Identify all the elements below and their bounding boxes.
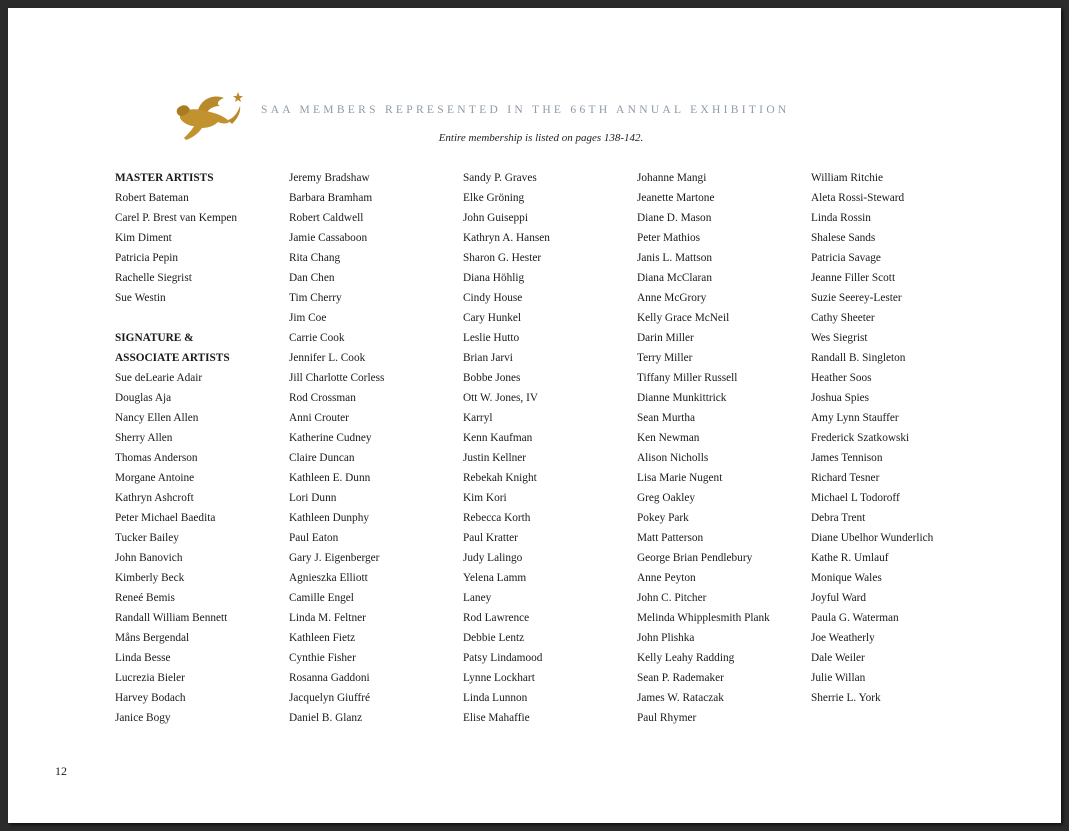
page-number: 12: [55, 764, 67, 778]
member-name: Karryl: [463, 412, 493, 424]
member-name: Terry Miller: [637, 352, 693, 364]
member-name: Katherine Cudney: [289, 432, 372, 444]
member-name: Carel P. Brest van Kempen: [115, 212, 238, 224]
membership-note: Entire membership is listed on pages 138-142.: [438, 132, 644, 144]
member-name: Ken Newman: [637, 432, 700, 444]
member-name: Aleta Rossi-Steward: [811, 192, 905, 204]
member-name: James W. Rataczak: [637, 692, 724, 704]
member-name: Johanne Mangi: [637, 172, 707, 184]
member-name: Alison Nicholls: [637, 452, 709, 464]
member-name: Patsy Lindamood: [463, 652, 543, 664]
member-name: Jeanette Martone: [637, 192, 715, 204]
member-name: Daniel B. Glanz: [289, 712, 363, 724]
member-name: Tucker Bailey: [115, 532, 179, 544]
member-name: Lisa Marie Nugent: [637, 472, 723, 484]
member-name: Julie Willan: [811, 672, 866, 684]
member-name: Sherry Allen: [115, 432, 173, 444]
member-name: Yelena Lamm: [463, 572, 527, 584]
member-name: Diane Ubelhor Wunderlich: [811, 532, 934, 544]
member-columns: [115, 168, 985, 728]
member-name: Brian Jarvi: [463, 352, 513, 364]
member-name: Darin Miller: [637, 332, 694, 344]
member-name: Sandy P. Graves: [463, 172, 537, 184]
member-name: Claire Duncan: [289, 452, 355, 464]
member-name: Shalese Sands: [811, 232, 876, 244]
member-name: Nancy Ellen Allen: [115, 412, 199, 424]
member-name: Diane D. Mason: [637, 212, 712, 224]
member-name: Douglas Aja: [115, 392, 172, 404]
member-name: Kenn Kaufman: [463, 432, 533, 444]
member-name: Rod Lawrence: [463, 612, 530, 624]
member-name: Sue Westin: [115, 292, 166, 304]
member-name: Dan Chen: [289, 272, 335, 284]
member-name: Justin Kellner: [463, 452, 527, 464]
member-name: Jeremy Bradshaw: [289, 172, 370, 184]
member-name: Måns Bergendal: [115, 632, 190, 644]
member-name: Barbara Bramham: [289, 192, 373, 204]
member-name: Paul Rhymer: [637, 712, 697, 724]
member-name: Reneé Bemis: [115, 592, 175, 604]
member-name: Monique Wales: [811, 572, 882, 584]
section-heading-associate: ASSOCIATE ARTISTS: [115, 352, 230, 364]
member-name: Debbie Lentz: [463, 632, 525, 644]
member-name: Tim Cherry: [289, 292, 342, 304]
member-name: George Brian Pendlebury: [637, 552, 753, 564]
member-name: Greg Oakley: [637, 492, 696, 504]
member-name: Kelly Leahy Radding: [637, 652, 735, 664]
document-page: [8, 8, 1061, 823]
member-name: Rebecca Korth: [463, 512, 531, 524]
winged-lion-logo-icon: [168, 88, 246, 144]
member-name: Richard Tesner: [811, 472, 880, 484]
member-name: Jill Charlotte Corless: [289, 372, 385, 384]
member-column-5: [811, 168, 985, 728]
member-name: Paul Eaton: [289, 532, 339, 544]
member-name: Diana McClaran: [637, 272, 712, 284]
member-name: Matt Patterson: [637, 532, 704, 544]
member-name: Joshua Spies: [811, 392, 870, 404]
member-name: Peter Michael Baedita: [115, 512, 216, 524]
member-name: William Ritchie: [811, 172, 884, 184]
member-name: Jennifer L. Cook: [289, 352, 366, 364]
member-name: Debra Trent: [811, 512, 866, 524]
member-name: Kathryn Ashcroft: [115, 492, 194, 504]
member-name: Patricia Pepin: [115, 252, 179, 264]
member-name: John Plishka: [637, 632, 695, 644]
member-name: Kelly Grace McNeil: [637, 312, 730, 324]
member-name: Carrie Cook: [289, 332, 345, 344]
member-name: Tiffany Miller Russell: [637, 372, 738, 384]
member-name: Cynthie Fisher: [289, 652, 356, 664]
member-name: Rita Chang: [289, 252, 341, 264]
member-name: Diana Höhlig: [463, 272, 525, 284]
member-column-1: [115, 168, 289, 728]
member-name: Dale Weiler: [811, 652, 865, 664]
member-name: Camille Engel: [289, 592, 354, 604]
member-name: Elke Gröning: [463, 192, 525, 204]
member-name: Morgane Antoine: [115, 472, 195, 484]
member-column-2: [289, 168, 463, 728]
member-name: Joyful Ward: [811, 592, 867, 604]
member-name: Linda Rossin: [811, 212, 871, 224]
member-name: Rosanna Gaddoni: [289, 672, 370, 684]
exhibition-title: SAA MEMBERS REPRESENTED IN THE 66TH ANNUAL EXHIBITION: [261, 104, 790, 116]
member-name: Melinda Whipplesmith Plank: [637, 612, 770, 624]
member-name: Kim Kori: [463, 492, 507, 504]
member-name: Lynne Lockhart: [463, 672, 535, 684]
member-name: Rod Crossman: [289, 392, 356, 404]
member-name: Rachelle Siegrist: [115, 272, 192, 284]
member-name: Anne McGrory: [637, 292, 707, 304]
member-name: Kathleen Fietz: [289, 632, 356, 644]
member-name: Janis L. Mattson: [637, 252, 712, 264]
member-column-3: [463, 168, 637, 728]
member-name: Randall B. Singleton: [811, 352, 906, 364]
member-name: Frederick Szatkowski: [811, 432, 910, 444]
member-name: Peter Mathios: [637, 232, 701, 244]
member-name: Laney: [463, 592, 492, 604]
member-name: Judy Lalingo: [463, 552, 523, 564]
member-name: Kathe R. Umlauf: [811, 552, 889, 564]
member-name: Jamie Cassaboon: [289, 232, 368, 244]
member-name: Jeanne Filler Scott: [811, 272, 896, 284]
member-name: Kathleen Dunphy: [289, 512, 369, 524]
member-name: Heather Soos: [811, 372, 872, 384]
member-name: Linda M. Feltner: [289, 612, 366, 624]
member-name: Sean P. Rademaker: [637, 672, 724, 684]
member-name: Leslie Hutto: [463, 332, 520, 344]
member-column-4: [637, 168, 811, 728]
member-name: Bobbe Jones: [463, 372, 521, 384]
member-name: Rebekah Knight: [463, 472, 537, 484]
member-name: Janice Bogy: [115, 712, 171, 724]
member-name: Amy Lynn Stauffer: [811, 412, 899, 424]
member-name: Sherrie L. York: [811, 692, 881, 704]
member-name: Cathy Sheeter: [811, 312, 875, 324]
member-name: Paula G. Waterman: [811, 612, 899, 624]
member-name: Sue deLearie Adair: [115, 372, 203, 384]
member-name: Sean Murtha: [637, 412, 696, 424]
member-name: Linda Lunnon: [463, 692, 528, 704]
member-name: Linda Besse: [115, 652, 171, 664]
member-name: Robert Caldwell: [289, 212, 364, 224]
member-name: Elise Mahaffie: [463, 712, 530, 724]
member-name: Lucrezia Bieler: [115, 672, 185, 684]
member-name: Jim Coe: [289, 312, 327, 324]
member-name: Kathleen E. Dunn: [289, 472, 371, 484]
member-name: John C. Pitcher: [637, 592, 707, 604]
member-name: Gary J. Eigenberger: [289, 552, 380, 564]
member-name: Suzie Seerey-Lester: [811, 292, 902, 304]
section-spacer: [115, 308, 289, 328]
member-name: Anni Crouter: [289, 412, 349, 424]
member-name: Jacquelyn Giuffré: [289, 692, 371, 704]
member-name: James Tennison: [811, 452, 883, 464]
member-name: Paul Kratter: [463, 532, 518, 544]
member-name: Harvey Bodach: [115, 692, 186, 704]
section-heading-master-artists: MASTER ARTISTS: [115, 172, 214, 184]
member-name: Pokey Park: [637, 512, 689, 524]
member-name: Patricia Savage: [811, 252, 881, 264]
member-name: Joe Weatherly: [811, 632, 875, 644]
member-name: Ott W. Jones, IV: [463, 392, 539, 404]
member-name: John Guiseppi: [463, 212, 528, 224]
member-name: Kathryn A. Hansen: [463, 232, 550, 244]
member-name: Sharon G. Hester: [463, 252, 542, 264]
member-name: John Banovich: [115, 552, 183, 564]
member-name: Robert Bateman: [115, 192, 189, 204]
member-name: Lori Dunn: [289, 492, 337, 504]
member-name: Cindy House: [463, 292, 523, 304]
member-name: Kimberly Beck: [115, 572, 185, 584]
member-name: Thomas Anderson: [115, 452, 198, 464]
member-name: Wes Siegrist: [811, 332, 868, 344]
member-name: Cary Hunkel: [463, 312, 522, 324]
member-name: Dianne Munkittrick: [637, 392, 727, 404]
member-name: Randall William Bennett: [115, 612, 228, 624]
member-name: Anne Peyton: [637, 572, 696, 584]
section-heading-signature: SIGNATURE &: [115, 332, 194, 344]
member-name: Michael L Todoroff: [811, 492, 900, 504]
member-name: Kim Diment: [115, 232, 172, 244]
member-name: Agnieszka Elliott: [289, 572, 368, 584]
